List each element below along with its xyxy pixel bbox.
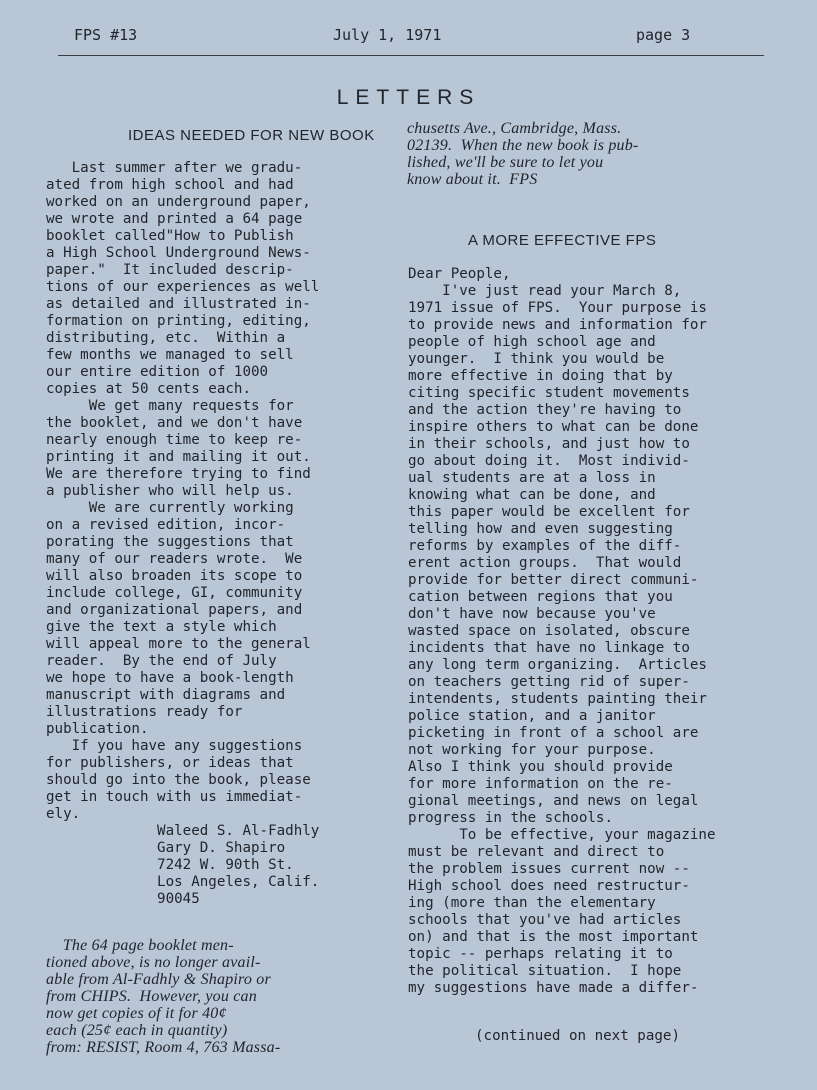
- text-line: not working for your purpose.: [408, 742, 656, 758]
- text-line: few months we managed to sell: [46, 347, 294, 363]
- text-line: telling how and even suggesting: [408, 521, 673, 537]
- text-line: We get many requests for: [46, 398, 294, 414]
- text-line: as detailed and illustrated in-: [46, 296, 311, 312]
- text-line: reforms by examples of the diff-: [408, 538, 682, 554]
- continued-note: (continued on next page): [475, 1028, 680, 1044]
- text-line: know about it. FPS: [407, 171, 538, 188]
- text-line: We are therefore trying to find: [46, 466, 311, 482]
- text-line: tions of our experiences as well: [46, 279, 320, 295]
- text-line: we hope to have a book-length: [46, 670, 294, 686]
- text-line: worked on an underground paper,: [46, 194, 311, 210]
- text-line: publication.: [46, 721, 149, 737]
- text-line: from CHIPS. However, you can: [46, 988, 257, 1005]
- text-line: on) and that is the most important: [408, 929, 699, 945]
- text-line: wasted space on isolated, obscure: [408, 623, 690, 639]
- letter-body-book: [46, 160, 319, 908]
- text-line: for more information on the re-: [408, 776, 673, 792]
- text-line: nearly enough time to keep re-: [46, 432, 303, 448]
- text-line: High school does need restructur-: [408, 878, 690, 894]
- text-line: reader. By the end of July: [46, 653, 277, 669]
- text-line: on a revised edition, incor-: [46, 517, 286, 533]
- text-line: intendents, students painting their: [408, 691, 707, 707]
- text-line: from: RESIST, Room 4, 763 Massa-: [46, 1039, 281, 1056]
- text-line: Waleed S. Al-Fadhly: [46, 823, 320, 839]
- text-line: illustrations ready for: [46, 704, 243, 720]
- text-line: must be relevant and direct to: [408, 844, 665, 860]
- text-line: picketing in front of a school are: [408, 725, 699, 741]
- text-line: police station, and a janitor: [408, 708, 656, 724]
- page-number: page 3: [636, 26, 691, 44]
- text-line: and organizational papers, and: [46, 602, 303, 618]
- text-line: people of high school age and: [408, 334, 656, 350]
- text-line: ual students are at a loss in: [408, 470, 656, 486]
- text-line: provide for better direct communi-: [408, 572, 699, 588]
- text-line: our entire edition of 1000: [46, 364, 269, 380]
- text-line: porating the suggestions that: [46, 534, 294, 550]
- text-line: give the text a style which: [46, 619, 277, 635]
- text-line: inspire others to what can be done: [408, 419, 699, 435]
- text-line: distributing, etc. Within a: [46, 330, 286, 346]
- text-line: Last summer after we gradu-: [46, 160, 303, 176]
- text-line: will appeal more to the general: [46, 636, 311, 652]
- page-title: LETTERS: [336, 86, 481, 109]
- text-line: lished, we'll be sure to let you: [407, 154, 604, 171]
- text-line: schools that you've had articles: [408, 912, 682, 928]
- text-line: knowing what can be done, and: [408, 487, 656, 503]
- text-line: get in touch with us immediat-: [46, 789, 303, 805]
- text-line: If you have any suggestions: [46, 738, 303, 754]
- issue-date: July 1, 1971: [333, 26, 442, 44]
- text-line: more effective in doing that by: [408, 368, 673, 384]
- text-line: this paper would be excellent for: [408, 504, 690, 520]
- letter-body-fps: [408, 266, 716, 997]
- text-line: tioned above, is no longer avail-: [46, 954, 261, 971]
- editor-note-part-2: [407, 120, 638, 188]
- text-line: in their schools, and just how to: [408, 436, 690, 452]
- text-line: 7242 W. 90th St.: [46, 857, 294, 873]
- text-line: I've just read your March 8,: [408, 283, 682, 299]
- text-line: each (25¢ each in quantity): [46, 1022, 228, 1039]
- text-line: should go into the book, please: [46, 772, 311, 788]
- text-line: many of our readers wrote. We: [46, 551, 303, 567]
- text-line: to provide news and information for: [408, 317, 707, 333]
- text-line: topic -- perhaps relating it to: [408, 946, 673, 962]
- text-line: will also broaden its scope to: [46, 568, 303, 584]
- text-line: able from Al-Fadhly & Shapiro or: [46, 971, 271, 988]
- text-line: a publisher who will help us.: [46, 483, 294, 499]
- text-line: include college, GI, community: [46, 585, 303, 601]
- text-line: Los Angeles, Calif.: [46, 874, 320, 890]
- text-line: printing it and mailing it out.: [46, 449, 311, 465]
- text-line: 90045: [46, 891, 200, 907]
- text-line: To be effective, your magazine: [408, 827, 716, 843]
- text-line: the booklet, and we don't have: [46, 415, 303, 431]
- text-line: the problem issues current now --: [408, 861, 690, 877]
- text-line: and the action they're having to: [408, 402, 682, 418]
- text-line: ely.: [46, 806, 81, 822]
- text-line: gional meetings, and news on legal: [408, 793, 699, 809]
- header-rule: [58, 55, 764, 56]
- text-line: manuscript with diagrams and: [46, 687, 286, 703]
- editor-note-part-1: [46, 937, 280, 1056]
- text-line: don't have now because you've: [408, 606, 656, 622]
- letter-heading-book: IDEAS NEEDED FOR NEW BOOK: [128, 127, 375, 144]
- text-line: The 64 page booklet men-: [46, 937, 234, 954]
- text-line: We are currently working: [46, 500, 294, 516]
- text-line: paper." It included descrip-: [46, 262, 294, 278]
- issue-label: FPS #13: [74, 26, 138, 44]
- text-line: booklet called"How to Publish: [46, 228, 294, 244]
- text-line: progress in the schools.: [408, 810, 613, 826]
- text-line: 1971 issue of FPS. Your purpose is: [408, 300, 707, 316]
- text-line: go about doing it. Most individ-: [408, 453, 690, 469]
- text-line: cation between regions that you: [408, 589, 673, 605]
- text-line: on teachers getting rid of super-: [408, 674, 690, 690]
- text-line: younger. I think you would be: [408, 351, 665, 367]
- text-line: any long term organizing. Articles: [408, 657, 707, 673]
- text-line: ated from high school and had: [46, 177, 294, 193]
- text-line: we wrote and printed a 64 page: [46, 211, 303, 227]
- text-line: formation on printing, editing,: [46, 313, 311, 329]
- text-line: incidents that have no linkage to: [408, 640, 690, 656]
- text-line: 02139. When the new book is pub-: [407, 137, 639, 154]
- text-line: a High School Underground News-: [46, 245, 311, 261]
- text-line: citing specific student movements: [408, 385, 690, 401]
- text-line: erent action groups. That would: [408, 555, 682, 571]
- text-line: ing (more than the elementary: [408, 895, 656, 911]
- text-line: Also I think you should provide: [408, 759, 673, 775]
- text-line: the political situation. I hope: [408, 963, 682, 979]
- text-line: now get copies of it for 40¢: [46, 1005, 227, 1022]
- text-line: copies at 50 cents each.: [46, 381, 251, 397]
- text-line: Gary D. Shapiro: [46, 840, 286, 856]
- text-line: for publishers, or ideas that: [46, 755, 294, 771]
- letter-heading-fps: A MORE EFFECTIVE FPS: [468, 232, 657, 249]
- text-line: my suggestions have made a differ-: [408, 980, 699, 996]
- text-line: chusetts Ave., Cambridge, Mass.: [407, 120, 622, 137]
- text-line: Dear People,: [408, 266, 511, 282]
